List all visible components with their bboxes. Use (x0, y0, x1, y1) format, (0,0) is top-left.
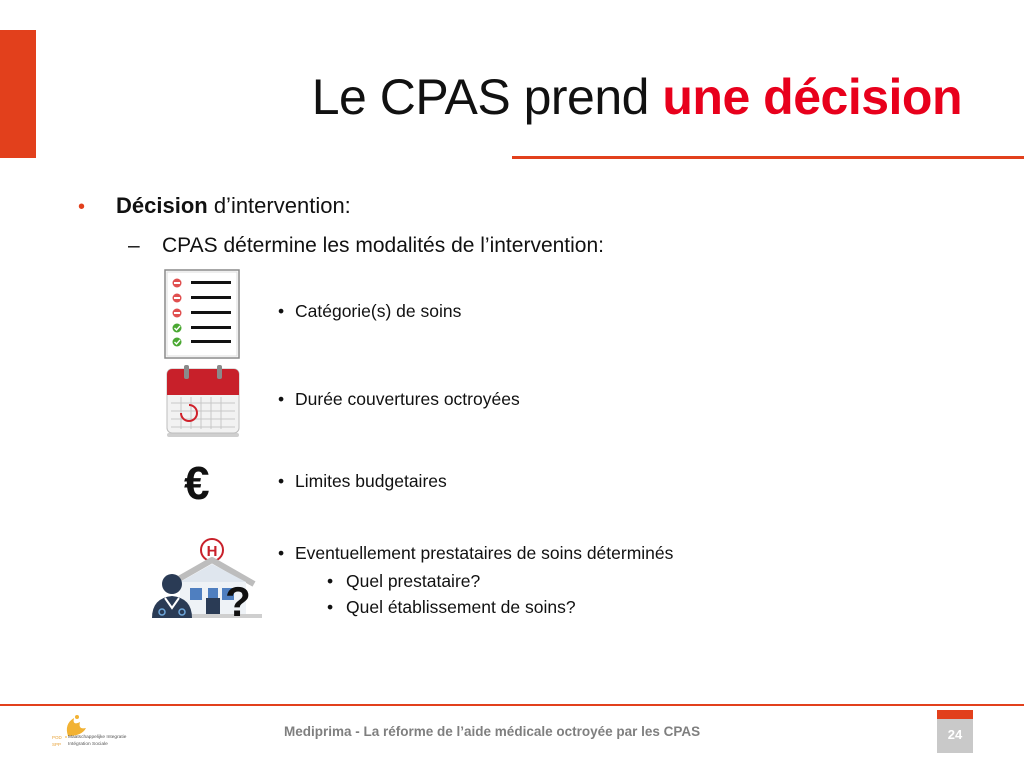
bullet-dot: • (278, 389, 285, 409)
title-text: Le CPAS prend (311, 69, 663, 125)
bullet-dot: • (278, 543, 285, 563)
bullet-text: Durée couvertures octroyées (295, 389, 520, 409)
logo-abbr-nl: POD (52, 735, 62, 740)
bullet-text: Eventuellement prestataires de soins déterminés (295, 543, 674, 563)
bullet-text: Limites budgetaires (295, 471, 447, 491)
dash-marker: – (128, 234, 140, 257)
euro-icon: € (184, 457, 210, 509)
bullet-item (278, 389, 520, 410)
page-number: 24 (947, 727, 963, 742)
footer-text: Mediprima - La réforme de l’aide médicale octroyée par les CPAS (284, 724, 701, 739)
accent-bar (0, 30, 36, 158)
bullet-dot: • (327, 571, 334, 591)
logo-abbr-fr: SPP (52, 742, 62, 747)
calendar-icon (163, 363, 243, 439)
hospital-h-label: H (206, 543, 218, 560)
title-underline (512, 156, 1024, 159)
bullet-bold-word: Décision (116, 193, 208, 218)
question-mark: ? (225, 578, 251, 622)
bullet-rest: d’intervention: (207, 193, 351, 218)
sub-bullet-item (327, 571, 480, 592)
hospital-doctor-icon (148, 536, 266, 622)
bullet-item (278, 301, 461, 322)
sub-bullet-text: Quel établissement de soins? (346, 597, 576, 617)
page-number-accent (937, 710, 973, 719)
logo-line1: Maatschappelijke Integratie (68, 735, 127, 740)
bullet-dot: • (278, 301, 285, 321)
bullet-text: Catégorie(s) de soins (295, 301, 462, 321)
sub-bullet-item (327, 597, 576, 618)
bullet-dot: • (327, 597, 334, 617)
bullet-level2 (128, 234, 604, 258)
checklist-icon (163, 268, 241, 360)
logo-line2: Intégration Sociale (68, 742, 108, 747)
bullet-dot: • (78, 196, 86, 218)
slide-title (312, 66, 962, 128)
footer-rule (0, 704, 1024, 706)
title-highlight: une décision (662, 69, 962, 125)
bullet-item (278, 471, 447, 492)
bullet-dot: • (278, 471, 285, 491)
bullet-level2-text: CPAS détermine les modalités de l’intervention: (162, 234, 604, 257)
sub-bullet-text: Quel prestataire? (346, 571, 481, 591)
bullet-level1 (78, 193, 351, 219)
page-number-box (937, 719, 973, 753)
bullet-item (278, 543, 673, 564)
